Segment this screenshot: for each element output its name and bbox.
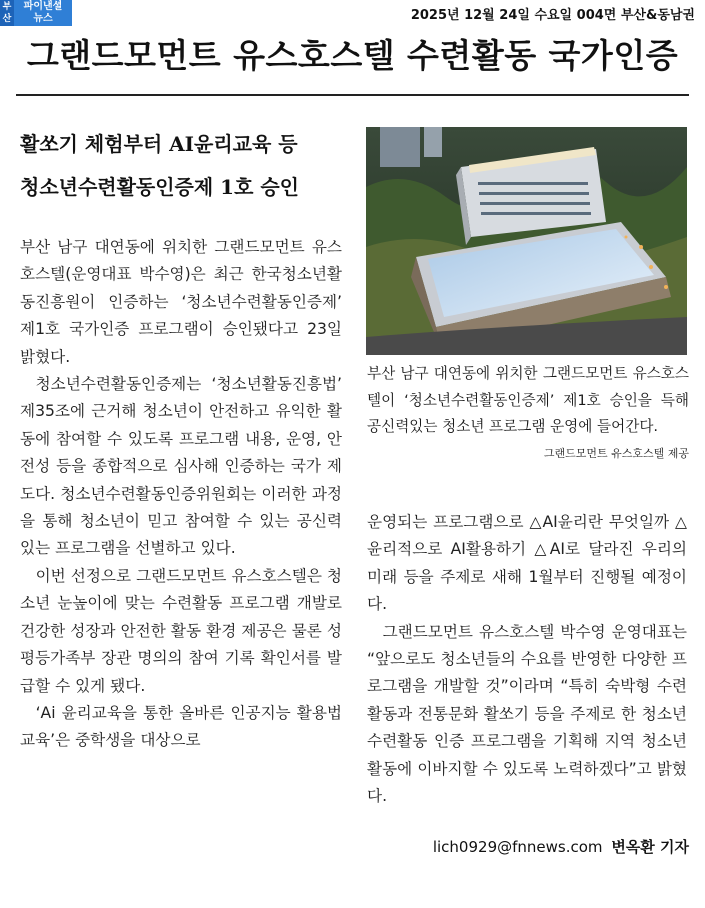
- body-paragraph: ‘Ai 윤리교육을 통한 올바른 인공지능 활용법 교육’은 중학생을 대상으로: [20, 703, 342, 750]
- newspaper-logo: [0, 0, 72, 26]
- article-photo: [366, 127, 687, 355]
- subheadline-line-1: 활쏘기 체험부터 AI윤리교육 등: [20, 132, 298, 156]
- logo-wordmark-top: 파이낸셜: [23, 1, 63, 12]
- reporter-email: lich0929@fnnews.com: [432, 838, 603, 856]
- logo-region-bottom: 산: [2, 14, 12, 24]
- hotel-building-photo: [366, 127, 687, 355]
- reporter-name: 변옥환 기자: [611, 838, 689, 856]
- logo-region-mark: [0, 0, 14, 26]
- dateline: 2025년 12월 24일 수요일 004면 부산&동남권: [410, 8, 695, 23]
- logo-region-top: 부: [2, 2, 12, 12]
- logo-wordmark: [14, 0, 72, 26]
- body-paragraph: 운영되는 프로그램으로 △AI윤리란 무엇일까 △윤리적으로 AI활용하기 △AI로 달라진 우리의 미래 등을 주제로 새해 1월부터 진행될 예정이다.: [367, 513, 687, 614]
- byline: [433, 836, 689, 857]
- article-body-left: [20, 234, 342, 755]
- body-paragraph: 이번 선정으로 그랜드모먼트 유스호스텔은 청소년 눈높이에 맞는 수련활동 프로그램 개발로 건강한 성장과 안전한 활동 환경 제공은 물론 성평등가족부 장관 명의의 참여 기록 확인서를 발급할 수 있게 됐다.: [20, 566, 342, 695]
- body-paragraph: 부산 남구 대연동에 위치한 그랜드모먼트 유스호스텔(운영대표 박수영)은 최근 한국청소년활동진흥원이 인증하는 ‘청소년수련활동인증제’ 제1호 국가인증 프로그램이 승인됐다고 23일 밝혔다.: [20, 238, 342, 366]
- headline-rule: [16, 94, 689, 96]
- body-paragraph: 그랜드모먼트 유스호스텔 박수영 운영대표는 “앞으로도 청소년들의 수요를 반영한 다양한 프로그램을 개발할 것”이라며 “특히 숙박형 수련활동과 전통문화 활쏘기 등을 주제로 한 청소년수련활동 인증 프로그램을 기획해 지역 청소년활동에 이바지할 수 있도록 노력하겠다”고 밝혔다.: [367, 622, 687, 806]
- subheadline-line-2: 청소년수련활동인증제 1호 승인: [20, 175, 300, 199]
- photo-caption: [367, 361, 689, 467]
- photo-credit: 그랜드모먼트 유스호스텔 제공: [543, 446, 689, 460]
- body-paragraph: 청소년수련활동인증제는 ‘청소년활동진흥법’ 제35조에 근거해 청소년이 안전하고 유익한 활동에 참여할 수 있도록 프로그램 내용, 운영, 안전성 등을 종합적으로 심사해 인증하는 국가 제도다. 청소년수련활동인증위원회는 이러한 과정을 통해 청소년이 믿고 참여할 수 있는 공신력 있는 프로그램을 선별하고 있다.: [20, 375, 342, 558]
- photo-caption-text: 부산 남구 대연동에 위치한 그랜드모먼트 유스호스텔이 ‘청소년수련활동인증제’ 제1호 승인을 득해 공신력있는 청소년 프로그램 운영에 들어간다.: [367, 365, 689, 435]
- headline: 그랜드모먼트 유스호스텔 수련활동 국가인증: [26, 36, 679, 75]
- article-body-right: [367, 509, 687, 810]
- logo-wordmark-bottom: 뉴스: [33, 13, 53, 24]
